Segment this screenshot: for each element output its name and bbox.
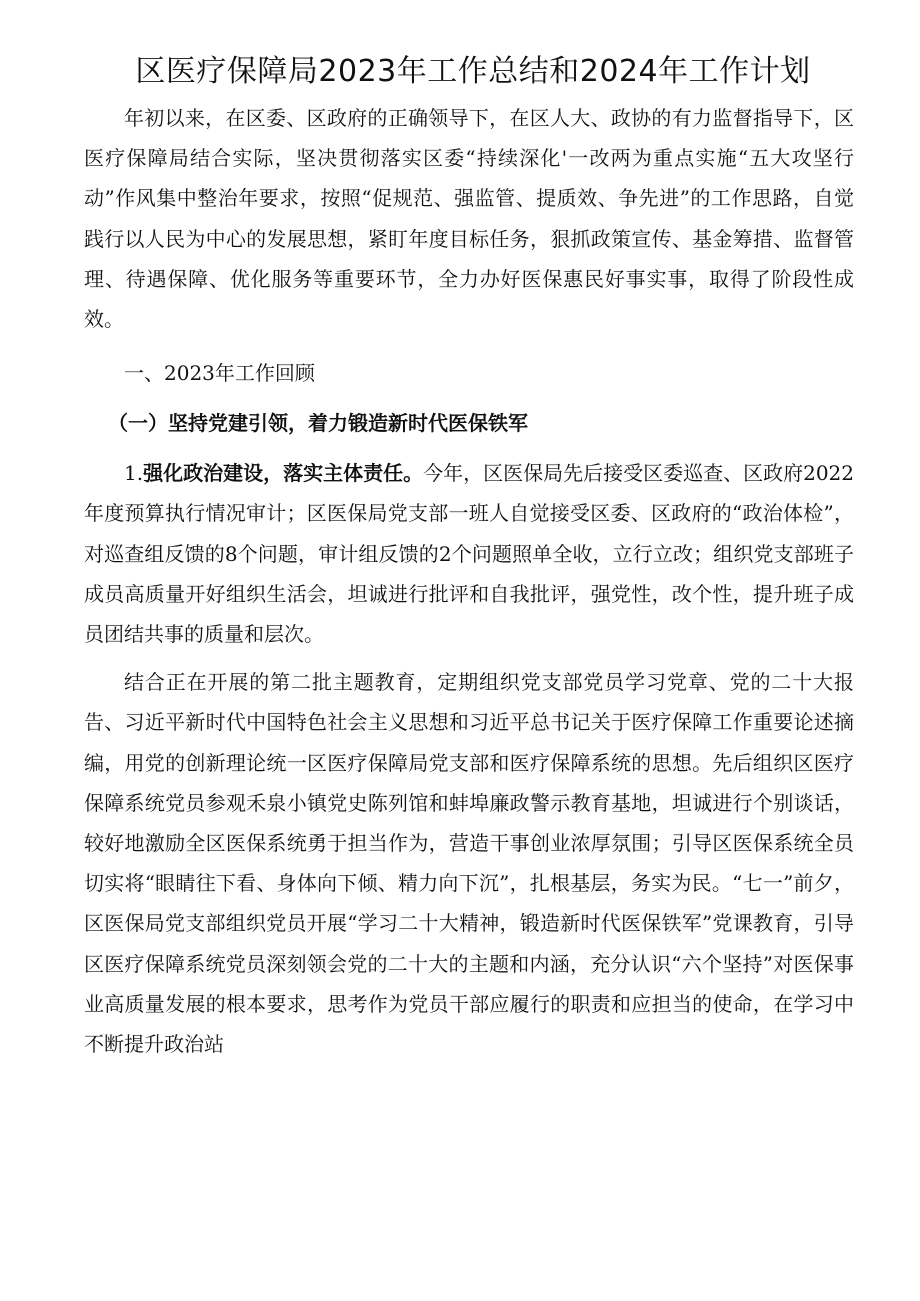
document-page — [84, 0, 854, 1064]
subsection-heading: （一）坚持党建引领，着力锻造新时代医保铁军 — [108, 411, 528, 436]
item-lead: 强化政治建设，落实主体责任。 — [143, 461, 424, 486]
body-paragraph: 结合正在开展的第二批主题教育，定期组织党支部党员学习党章、党的二十大报告、习近平新时代中国特色社会主义思想和习近平总书记关于医疗保障工作重要论述摘编，用党的创新理论统一区医疗保障局党支部和医疗保障系统的思想。先后组织区医疗保障系统党员参观禾泉小镇党史陈列馆和蚌埠廉政警示教育基地，坦诚进行个别谈话，较好地激励全区医保系统勇于担当作为，营造干事创业浓厚氛围；引导区医保系统全员切实将“眼睛往下看、身体向下倾、精力向下沉”，扎根基层，务实为民。“七一”前夕，区医保局党支部组织党员开展“学习二十大精神，锻造新时代医保铁军”党课教育，引导区医疗保障系统党员深刻领会党的二十大的主题和内涵，充分认识“六个坚持”对医保事业高质量发展的根本要求，思考作为党员干部应履行的职责和应担当的使命，在学习中不断提升政治站 — [84, 670, 854, 1057]
item-body: 今年，区医保局先后接受区委巡查、区政府2022年度预算执行情况审计；区医保局党支部一班人自觉接受区委、区政府的“政治体检”，对巡查组反馈的8个问题，审计组反馈的2个问题照单全收，立行立改；组织党支部班子成员高质量开好组织生活会，坦诚进行批评和自我批评，强党性，改个性，提升班子成员团结共事的质量和层次。 — [84, 461, 854, 647]
item-paragraph — [84, 453, 854, 654]
intro-paragraph: 年初以来，在区委、区政府的正确领导下，在区人大、政协的有力监督指导下，区医疗保障局结合实际，坚决贯彻落实区委“持续深化'一改两为重点实施“五大攻坚行动”作风集中整治年要求，按照“促规范、强监管、提质效、争先进”的工作思路，自觉践行以人民为中心的发展思想，紧盯年度目标任务，狠抓政策宣传、基金筹措、监督管理、待遇保障、优化服务等重要环节，全力办好医保惠民好事实事，取得了阶段性成效。 — [84, 106, 854, 332]
document-title: 区医疗保障局2023年工作总结和2024年工作计划 — [135, 54, 811, 89]
item-number: 1. — [124, 461, 144, 486]
section-heading: 一、2023年工作回顾 — [124, 361, 315, 386]
